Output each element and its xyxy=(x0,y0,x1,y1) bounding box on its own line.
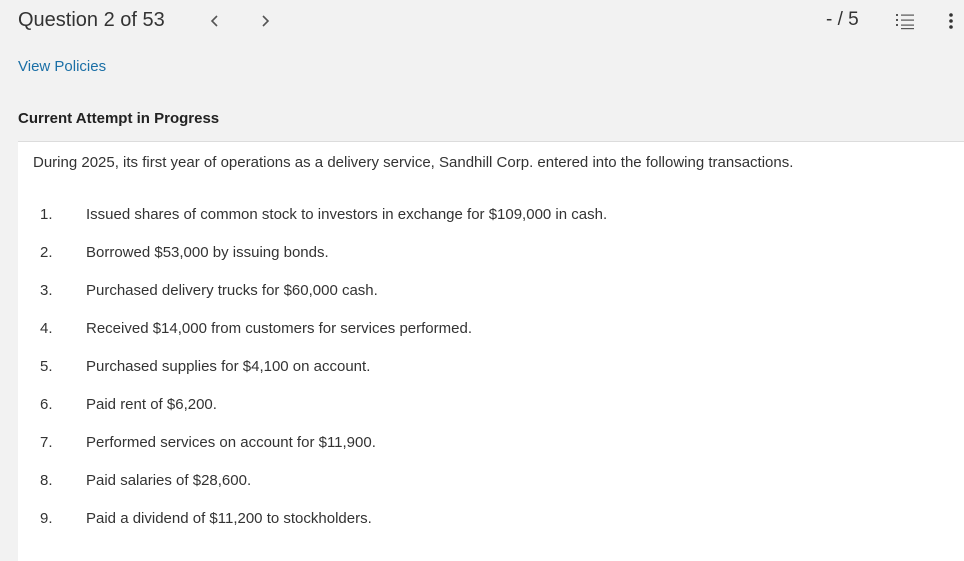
previous-question-button[interactable] xyxy=(204,10,226,32)
list-item-number: 4. xyxy=(40,320,53,337)
list-item: Received $14,000 from customers for services performed. xyxy=(86,320,472,337)
list-item-number: 8. xyxy=(40,472,53,489)
view-policies-link[interactable]: View Policies xyxy=(18,58,107,75)
list-item: Purchased supplies for $4,100 on account. xyxy=(86,358,371,375)
list-item-number: 1. xyxy=(40,206,53,223)
list-item-number: 3. xyxy=(40,282,53,299)
chevron-right-icon xyxy=(260,14,270,28)
list-item: Issued shares of common stock to investors in exchange for $109,000 in cash. xyxy=(86,206,608,223)
list-item: Borrowed $53,000 by issuing bonds. xyxy=(86,244,329,261)
question-panel xyxy=(18,142,964,561)
chevron-left-icon xyxy=(210,14,220,28)
question-list-icon[interactable] xyxy=(895,11,915,31)
header-area xyxy=(0,54,964,142)
list-item-number: 2. xyxy=(40,244,53,261)
list-item: Performed services on account for $11,900. xyxy=(86,434,376,451)
list-item-number: 5. xyxy=(40,358,53,375)
problem-intro: During 2025, its first year of operations as a delivery service, Sandhill Corp. entered into the following transactions. xyxy=(33,154,794,171)
next-question-button[interactable] xyxy=(254,10,276,32)
attempt-status-heading: Current Attempt in Progress xyxy=(18,110,220,127)
list-item: Paid a dividend of $11,200 to stockholders. xyxy=(86,510,372,527)
list-item: Paid rent of $6,200. xyxy=(86,396,217,413)
question-counter: Question 2 of 53 xyxy=(18,9,165,31)
list-item-number: 9. xyxy=(40,510,53,527)
more-vertical-icon[interactable] xyxy=(946,11,956,31)
list-item: Purchased delivery trucks for $60,000 cash. xyxy=(86,282,378,299)
list-item: Paid salaries of $28,600. xyxy=(86,472,252,489)
score-display: - / 5 xyxy=(826,9,859,30)
list-item-number: 7. xyxy=(40,434,53,451)
top-bar xyxy=(0,0,964,54)
list-item-number: 6. xyxy=(40,396,53,413)
